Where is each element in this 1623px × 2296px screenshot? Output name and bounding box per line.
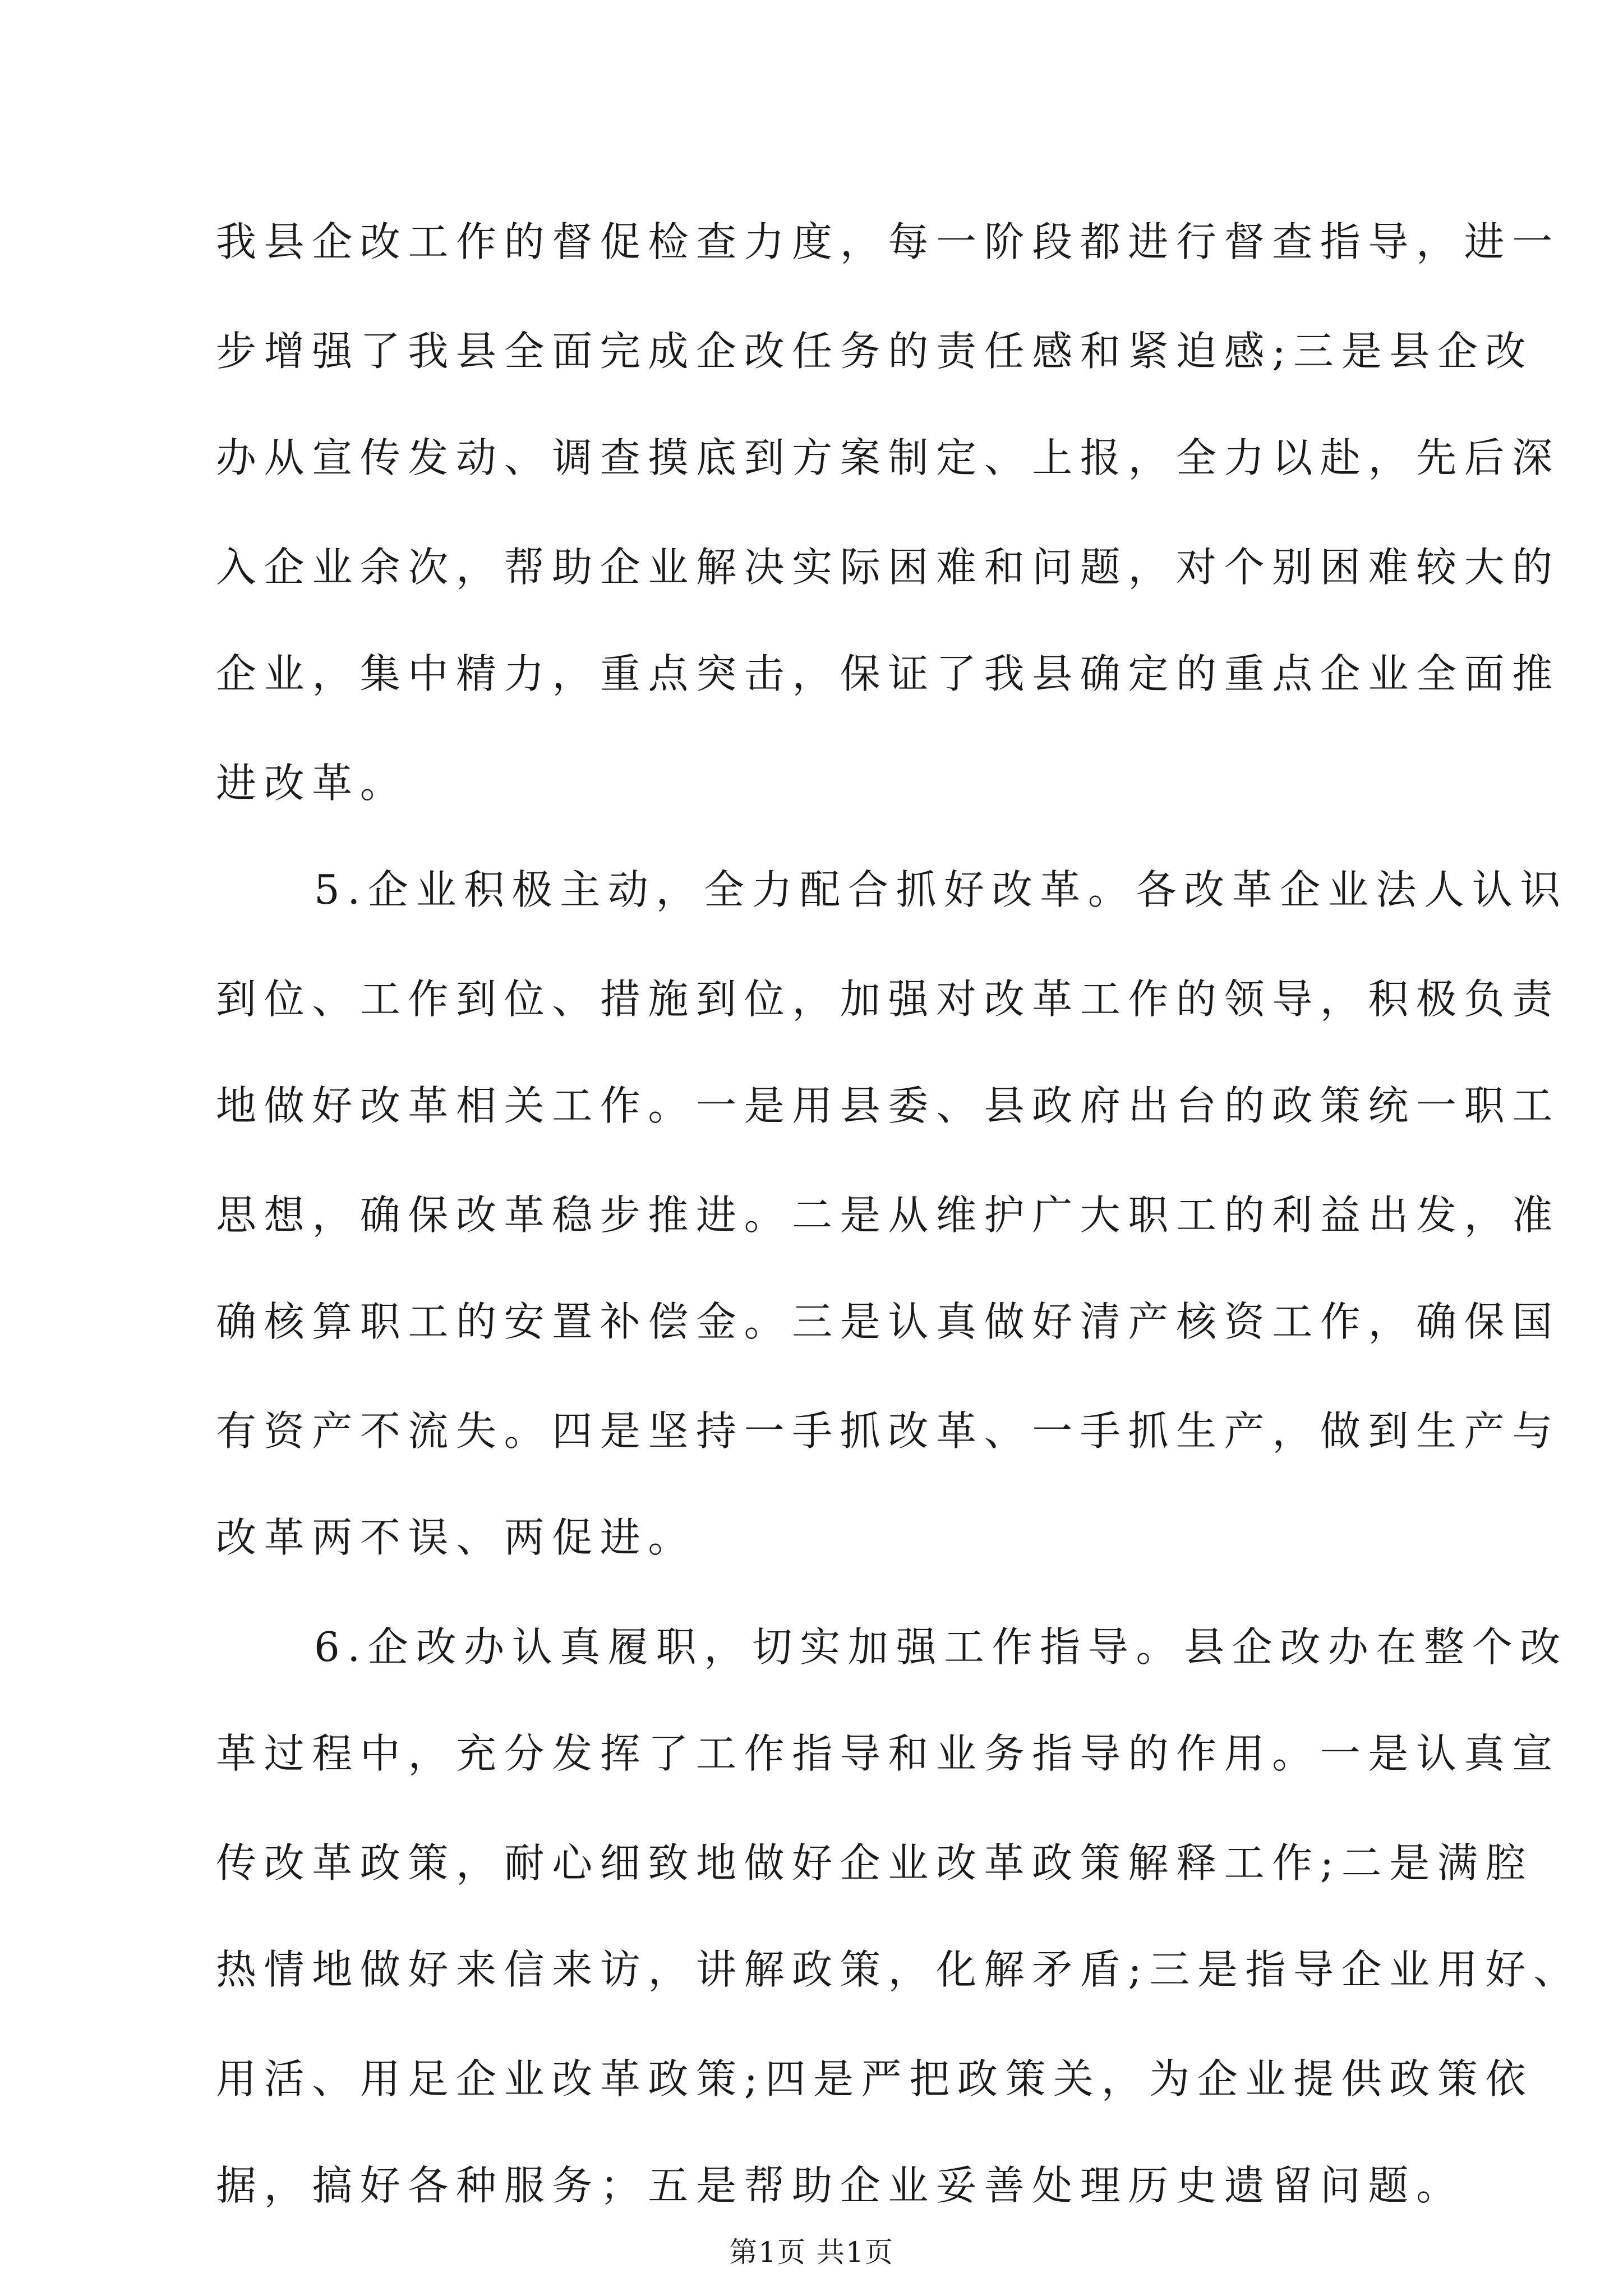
text-line: 用活、用足企业改革政策;四是严把政策关，为企业提供政策依: [216, 2055, 1534, 2102]
text-line: 据，搞好各种服务；五是帮助企业妥善处理历史遗留问题。: [216, 2162, 1464, 2209]
text-line: 革过程中，充分发挥了工作指导和业务指导的作用。一是认真宣: [216, 1730, 1560, 1777]
text-line: 步增强了我县全面完成企改任务的责任感和紧迫感;三是县企改: [216, 328, 1534, 375]
text-line: 热情地做好来信来访，讲解政策，化解矛盾;三是指导企业用好、: [216, 1946, 1581, 1993]
text-line: 改革两不误、两促进。: [216, 1514, 697, 1561]
paragraph-heading-5: 5.企业积极主动，全力配合抓好改革。各改革企业法人认识: [314, 866, 1568, 913]
text-line: 有资产不流失。四是坚持一手抓改革、一手抓生产，做到生产与: [216, 1407, 1560, 1455]
text-line: 地做好改革相关工作。一是用县委、县政府出台的政策统一职工: [216, 1082, 1560, 1129]
text-line: 到位、工作到位、措施到位，加强对改革工作的领导，积极负责: [216, 976, 1560, 1023]
paragraph-heading-6: 6.企改办认真履职，切实加强工作指导。县企改办在整个改: [314, 1623, 1568, 1671]
text-line: 确核算职工的安置补偿金。三是认真做好清产核资工作，确保国: [216, 1298, 1560, 1345]
text-line: 我县企改工作的督促检查力度，每一阶段都进行督查指导，进一: [216, 218, 1560, 265]
text-line: 企业，集中精力，重点突击，保证了我县确定的重点企业全面推: [216, 650, 1560, 697]
text-line: 传改革政策，耐心细致地做好企业改革政策解释工作;二是满腔: [216, 1839, 1534, 1887]
text-line: 入企业余次，帮助企业解决实际困难和问题，对个别困难较大的: [216, 544, 1560, 591]
text-line: 办从宣传发动、调查摸底到方案制定、上报，全力以赴，先后深: [216, 434, 1560, 481]
text-line: 进改革。: [216, 760, 408, 807]
page-footer: 第1页 共1页: [729, 2236, 894, 2269]
text-line: 思想，确保改革稳步推进。二是从维护广大职工的利益出发，准: [216, 1191, 1560, 1239]
